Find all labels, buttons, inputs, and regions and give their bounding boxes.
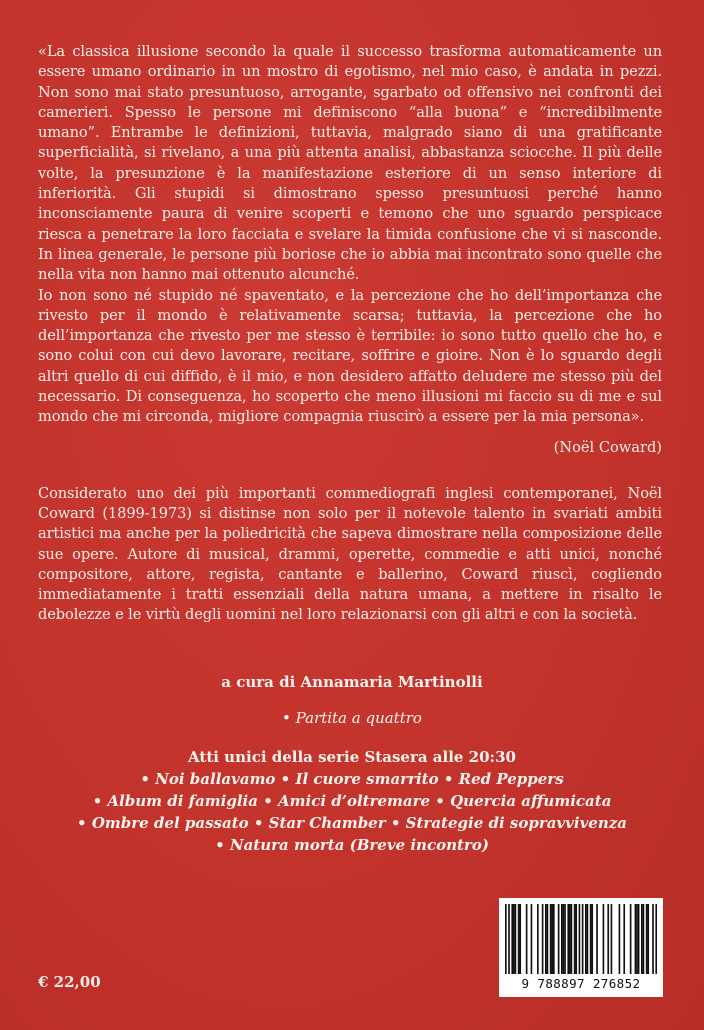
barcode-bar xyxy=(563,904,565,974)
barcode-bar xyxy=(575,904,577,974)
barcode-bar xyxy=(569,904,571,974)
barcode-bar xyxy=(558,904,560,974)
isbn-number: 9 788897 276852 xyxy=(521,976,641,991)
barcode-bar xyxy=(564,904,566,974)
barcode-bar xyxy=(611,904,613,974)
barcode-bar xyxy=(641,904,643,974)
barcode-bar xyxy=(591,904,593,974)
barcode-bar xyxy=(636,904,638,974)
barcode-bar xyxy=(619,904,621,974)
barcode-bar xyxy=(550,904,552,974)
barcode-bar xyxy=(511,904,513,974)
barcode-bar xyxy=(561,904,563,974)
barcode-bar xyxy=(647,904,649,974)
barcode-bar xyxy=(571,904,573,974)
barcode-bar xyxy=(603,904,605,974)
barcode-bar xyxy=(587,904,589,974)
barcode-bar xyxy=(623,904,625,974)
barcode-bar xyxy=(545,904,547,974)
barcode-bar xyxy=(551,904,553,974)
barcode-bar xyxy=(508,904,510,974)
barcode-bar xyxy=(643,904,645,974)
credits-block xyxy=(0,672,704,856)
barcode-bar xyxy=(553,904,555,974)
barcode-bar xyxy=(567,904,569,974)
barcode-bar xyxy=(646,904,648,974)
single-title: • Partita a quattro xyxy=(282,709,422,727)
series-line: • Album di famiglia • Amici d’oltremare • Quercia affumicata xyxy=(92,792,612,810)
coward-quote xyxy=(38,42,662,428)
barcode-bar xyxy=(537,904,539,974)
series-heading: Atti unici della serie Stasera alle 20:30 xyxy=(188,748,516,766)
barcode-bar xyxy=(582,904,584,974)
barcode-bar xyxy=(585,904,587,974)
barcode-bar xyxy=(574,904,576,974)
barcode-bar xyxy=(579,904,581,974)
barcode-bar xyxy=(542,904,544,974)
barcode-bar xyxy=(519,904,521,974)
curator-line: a cura di Annamaria Martinolli xyxy=(221,673,483,691)
barcode-bar xyxy=(607,904,609,974)
barcode-bar xyxy=(513,904,515,974)
price-label: € 22,00 xyxy=(38,973,101,991)
series-line: • Natura morta (Breve incontro) xyxy=(215,836,489,854)
barcode-bar xyxy=(590,904,592,974)
barcode-bar xyxy=(596,904,598,974)
barcode-bar xyxy=(518,904,520,974)
barcode-bar xyxy=(630,904,632,974)
author-bio: Considerato uno dei più importanti commediografi inglesi contemporanei, Noël Coward (1899-1973) si distinse non solo per il notevole talento in svariati ambiti artistici ma anche per la poliedricità che sapeva dimostrare nella composizione delle sue opere. Autore di musical, drammi, operette, commedie e atti unici, nonché compositore, attore, regista, cantante e ballerino, Coward riuscì, cogliendo immediatamente i tratti essenziali della natura umana, a mettere in risalto le debolezze e le virtù degli uomini nel loro relazionarsi con gli altri e con la società. xyxy=(38,484,662,624)
barcode-bar xyxy=(638,904,640,974)
barcode-bar xyxy=(547,904,549,974)
barcode-bar xyxy=(515,904,517,974)
barcode-icon xyxy=(505,904,657,974)
back-cover-text xyxy=(38,42,662,640)
quote-attribution: (Noël Coward) xyxy=(553,438,662,456)
barcode-bar xyxy=(531,904,533,974)
quote-paragraph-1: «La classica illusione secondo la quale il successo trasforma automaticamente un essere umano ordinario in un mostro di egotismo, nel mio caso, è andata in pezzi. Non sono mai stato presuntuoso, arrogante, sgarbato od offensivo nei confronti dei camerieri. Spesso le persone mi definiscono “alla buona” e “incredibilmente umano”. Entrambe le definizioni, tuttavia, malgrado siano di una gratificante superficialità, si rivelano, a una più attenta analisi, abbastanza sciocche. Il più delle volte, la presunzione è la manifestazione esteriore di un senso interiore di inferiorità. Gli stupidi si dimostrano spesso presuntuosi perché hanno inconsciamente paura di venire scoperti e temono che uno sguardo perspicace riesca a penetrare la loro facciata e svelare la timida confusione che vi si nasconde. In linea generale, le persone più boriose che io abbia mai incontrato sono quelle che nella vita non hanno mai ottenuto alcunché. xyxy=(38,43,662,284)
series-line: • Noi ballavamo • Il cuore smarrito • Red Peppers xyxy=(140,770,564,788)
barcode-bar xyxy=(655,904,657,974)
series-line: • Ombre del passato • Star Chamber • Strategie di sopravvivenza xyxy=(77,814,627,832)
barcode-bar xyxy=(635,904,637,974)
quote-paragraph-2: Io non sono né stupido né spaventato, e la percezione che ho dell’importanza che rivesto per il mondo è relativamente scarsa; tuttavia, la percezione che ho dell’importanza che rivesto per me stesso è terribile: io sono tutto quello che ho, e sono colui con cui devo lavorare, recitare, soffrire e gioire. Non è lo sguardo degli altri quello di cui diffido, è il mio, e non desidero affatto deludere me stesso più del necessario. Di conseguenza, ho scoperto che meno illusioni mi faccio su di me e sul mondo che mi circonda, migliore compagnia riuscirò a essere per la mia persona». xyxy=(38,286,662,426)
barcode-bar xyxy=(652,904,654,974)
isbn-barcode xyxy=(499,898,663,997)
barcode-bar xyxy=(505,904,507,974)
barcode-bar xyxy=(526,904,528,974)
